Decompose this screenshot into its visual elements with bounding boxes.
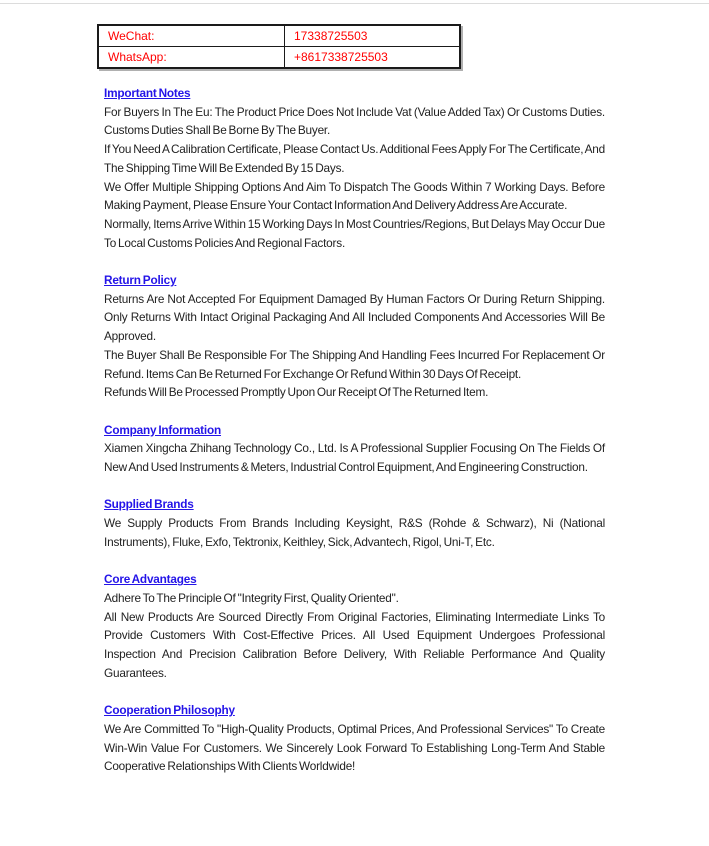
contact-table-row [98, 25, 460, 47]
section-paragraph: The Buyer Shall Be Responsible For The Shipping And Handling Fees Incurred For Replacement Or Refund. Items Can Be Returned For Exchange Or Refund Within 30 Days Of Receipt. [104, 347, 605, 381]
contact-label: WhatsApp: [98, 47, 285, 69]
section-paragraph: We Offer Multiple Shipping Options And Aim To Dispatch The Goods Within 7 Working Days. Before Making Payment, Please Ensure Your Contact Information And Delivery Address Are Accurate. [104, 179, 605, 213]
contact-table [97, 24, 461, 69]
section-paragraph: Normally, Items Arrive Within 15 Working Days In Most Countries/Regions, But Delays May Occur Due To Local Customs Policies And Regional Factors. [104, 216, 605, 250]
section-paragraph: We Are Committed To "High-Quality Products, Optimal Prices, And Professional Services" To Create Win-Win Value For Customers. We Sincerely Look Forward To Establishing Long-Term And Stable Cooperative Relationships With Clients Worldwide! [104, 721, 605, 774]
contact-table-row [98, 47, 460, 69]
document-section [104, 421, 605, 477]
document-body [104, 84, 605, 795]
section-paragraph: We Supply Products From Brands Including Keysight, R&S (Rohde & Schwarz), Ni (National Instruments), Fluke, Exfo, Tektronix, Keithley, Sick, Advantech, Rigol, Uni-T, Etc. [104, 516, 605, 549]
contact-label: WeChat: [98, 25, 285, 47]
section-heading: Company Information [104, 422, 222, 437]
page-top-divider [0, 3, 709, 4]
section-heading: Core Advantages [104, 572, 197, 587]
contact-value: +8617338725503 [285, 47, 461, 69]
section-paragraph: Xiamen Xingcha Zhihang Technology Co., Ltd. Is A Professional Supplier Focusing On The Fields Of New And Used Instruments & Meters, Industrial Control Equipment, And Engineering Construction. [104, 441, 605, 475]
section-heading: Supplied Brands [104, 497, 194, 512]
document-section [104, 701, 605, 776]
section-heading: Return Policy [104, 273, 177, 288]
section-paragraph: Adhere To The Principle Of "Integrity First, Quality Oriented". [104, 590, 399, 605]
section-paragraph: Returns Are Not Accepted For Equipment Damaged By Human Factors Or During Return Shipping. Only Returns With Intact Original Packaging And All Included Components And Accessories Will Be Approved. [104, 291, 605, 344]
section-heading: Cooperation Philosophy [104, 703, 235, 718]
document-section [104, 570, 605, 682]
section-heading: Important Notes [104, 86, 191, 100]
contact-value: 17338725503 [285, 25, 461, 47]
section-paragraph: If You Need A Calibration Certificate, Please Contact Us. Additional Fees Apply For The Certificate, And The Shipping Time Will Be Extended By 15 Days. [104, 142, 605, 175]
section-paragraph: For Buyers In The Eu: The Product Price Does Not Include Vat (Value Added Tax) Or Customs Duties. Customs Duties Shall Be Borne By The Buyer. [104, 104, 605, 138]
document-section [104, 271, 605, 402]
document-section [104, 495, 605, 551]
section-paragraph: Refunds Will Be Processed Promptly Upon Our Receipt Of The Returned Item. [104, 385, 489, 400]
document-section [104, 84, 605, 252]
section-paragraph: All New Products Are Sourced Directly From Original Factories, Eliminating Intermediate Links To Provide Customers With Cost-Effective Prices. All Used Equipment Undergoes Professional Inspection And Precision Calibration Before Delivery, With Reliable Performance And Quality Guarantees. [104, 609, 605, 680]
